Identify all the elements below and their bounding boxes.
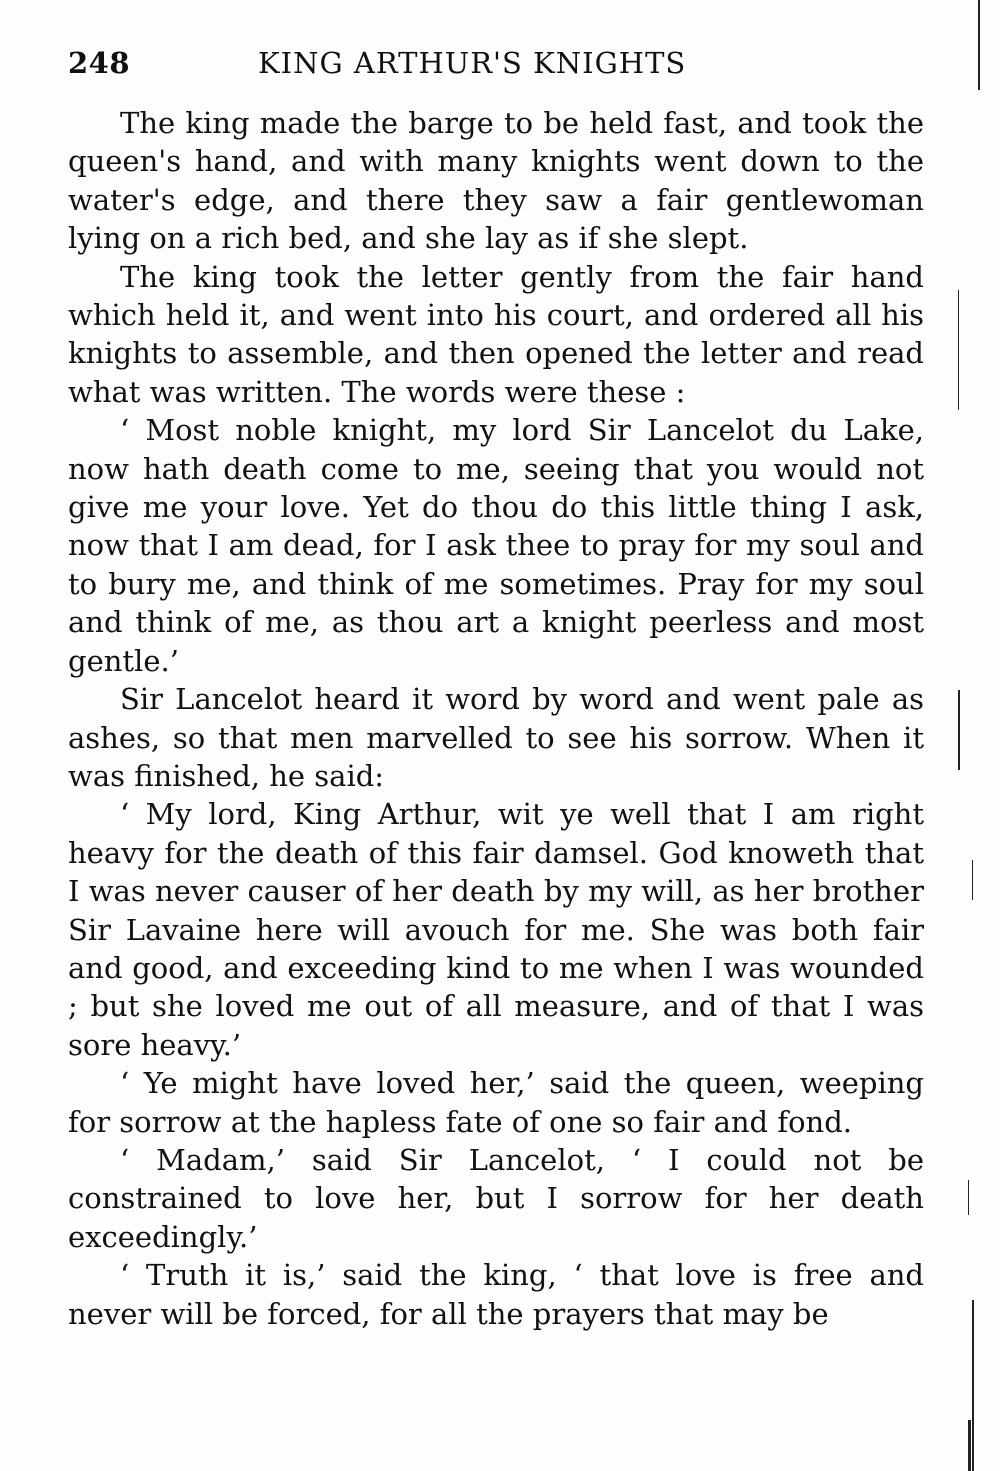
paragraph: ‘ Ye might have loved her,’ said the queen, weeping for sorrow at the hapless fate of one so fair and fond. (68, 1066, 924, 1139)
binding-edge-mark (978, 0, 980, 90)
paragraph: ‘ My lord, King Arthur, wit ye well that I am right heavy for the death of this fair damsel. God knoweth that I was never causer of her death by my will, as her brother Sir Lavaine here will avouch for me. She was both fair and good, and exceeding kind to me when I was wounded ; but she loved me out of all measure, and of that I was sore heavy.’ (68, 797, 924, 1062)
running-head (68, 46, 928, 86)
running-title: KING ARTHUR'S KNIGHTS (258, 46, 687, 80)
paragraph: ‘ Truth it is,’ said the king, ‘ that love is free and never will be forced, for all the prayers that may be (68, 1258, 924, 1331)
binding-edge-mark (968, 1420, 971, 1471)
paragraph: The king made the barge to be held fast, and took the queen's hand, and with many knights went down to the water's edge, and there they saw a fair gentlewoman lying on a rich bed, and she lay as if she slept. (68, 106, 924, 256)
paragraph: The king took the letter gently from the fair hand which held it, and went into his court, and ordered all his knights to assemble, and then opened the letter and read what was written. The words were these : (68, 259, 924, 409)
binding-edge-mark (958, 690, 960, 770)
paragraph: ‘ Most noble knight, my lord Sir Lancelot du Lake, now hath death come to me, seeing that you would not give me your love. Yet do thou do this little thing I ask, now that I am dead, for I ask thee to pray for my soul and to bury me, and think of me sometimes. Pray for my soul and think of me, as thou art a knight peerless and most gentle.’ (68, 413, 924, 678)
paragraph: Sir Lancelot heard it word by word and went pale as ashes, so that men marvelled to see his sorrow. When it was finished, he said: (68, 682, 924, 793)
binding-edge-mark (972, 860, 973, 900)
paragraph: ‘ Madam,’ said Sir Lancelot, ‘ I could not be constrained to love her, but I sorrow for her death exceedingly.’ (68, 1142, 924, 1254)
binding-edge-mark (968, 1180, 969, 1215)
binding-edge-mark (972, 1300, 974, 1471)
binding-edge-mark (958, 290, 959, 410)
page-number: 248 (68, 46, 131, 80)
body-text (68, 104, 924, 1333)
page-binding-edge (948, 0, 1000, 1471)
